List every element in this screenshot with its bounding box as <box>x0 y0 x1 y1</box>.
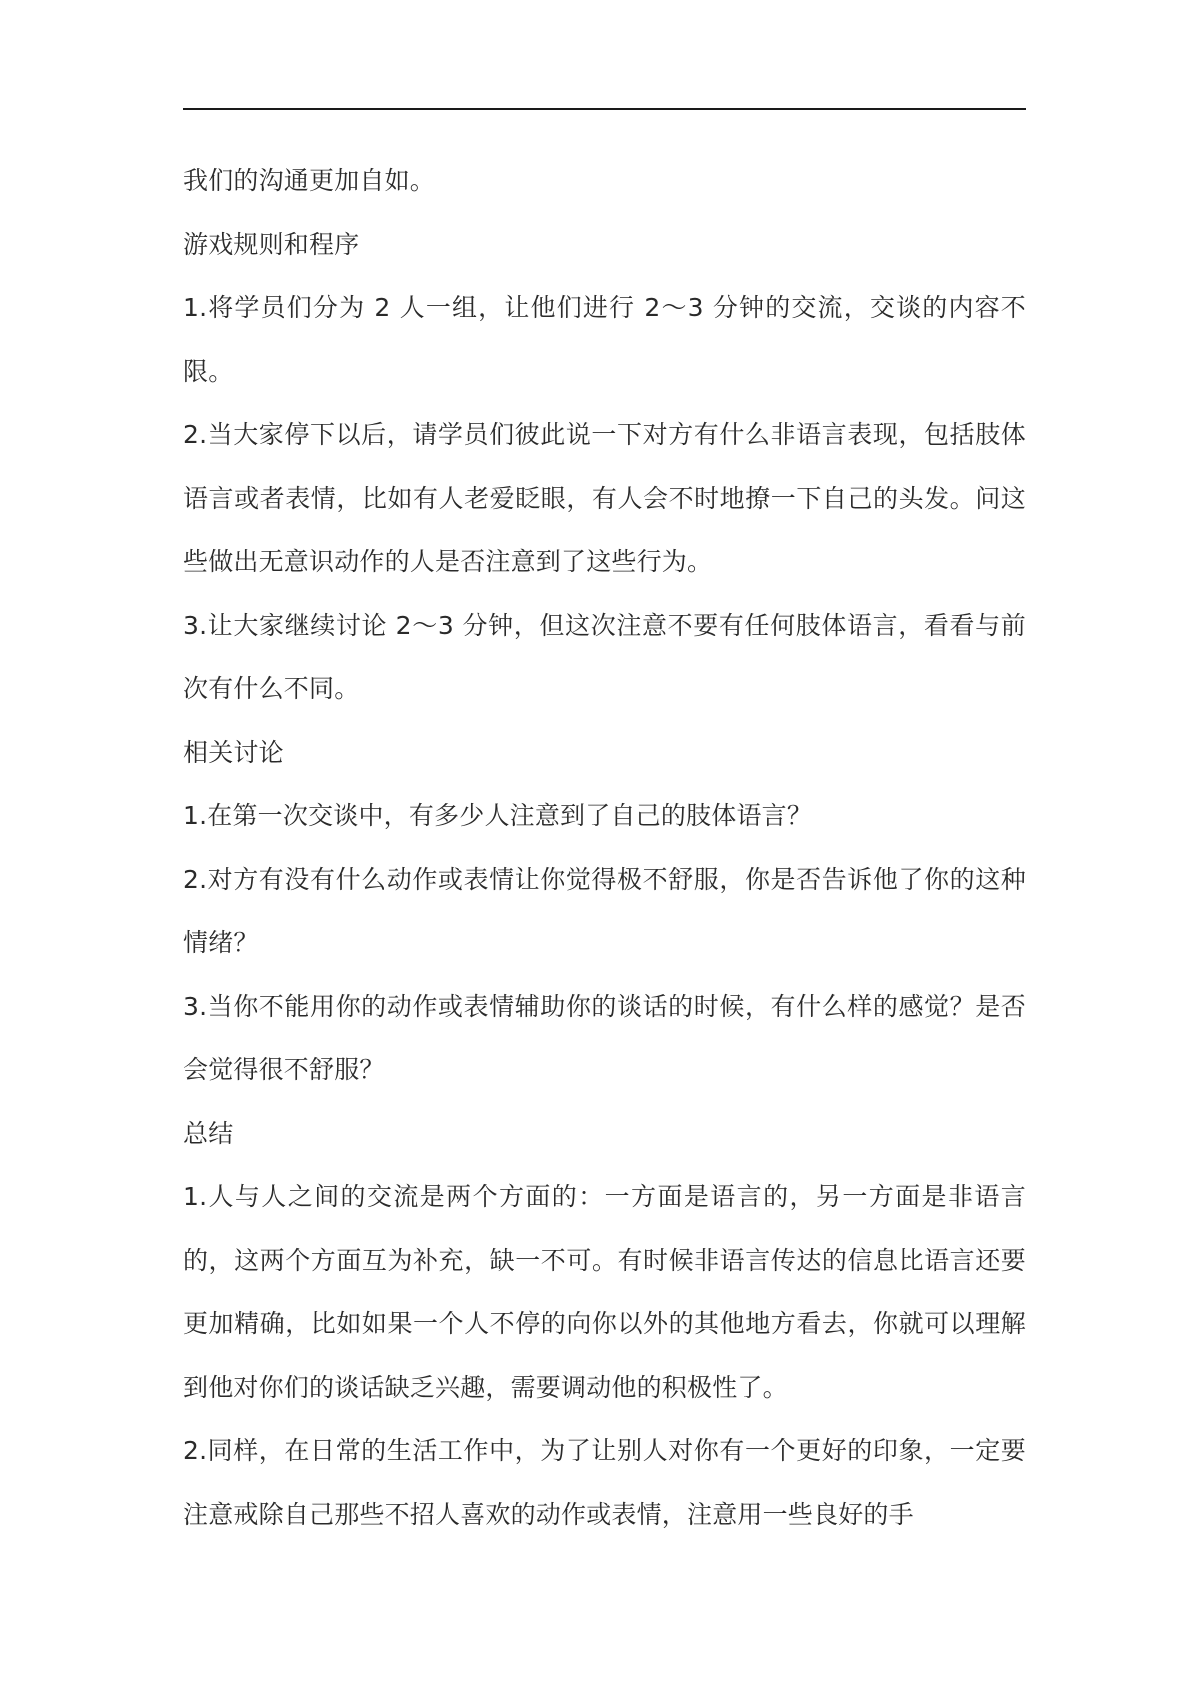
section-heading-discussion: 相关讨论 <box>183 737 284 767</box>
document-body <box>183 149 1026 1546</box>
rule-item-1: 1.将学员们分为 2 人一组，让他们进行 2～3 分钟的交流，交谈的内容不限。 <box>183 293 1026 386</box>
discussion-item-2: 2.对方有没有什么动作或表情让你觉得极不舒服，你是否告诉他了你的这种情绪？ <box>183 864 1026 957</box>
paragraph-continuation: 我们的沟通更加自如。 <box>183 166 436 195</box>
header-rule <box>183 108 1026 110</box>
discussion-item-3: 3.当你不能用你的动作或表情辅助你的谈话的时候，有什么样的感觉？是否会觉得很不舒服？ <box>183 991 1026 1084</box>
rule-item-2: 2.当大家停下以后，请学员们彼此说一下对方有什么非语言表现，包括肢体语言或者表情，比如有人老爱眨眼，有人会不时地撩一下自己的头发。问这些做出无意识动作的人是否注意到了这些行为。 <box>183 420 1026 576</box>
section-heading-summary: 总结 <box>183 1118 234 1148</box>
rule-item-3: 3.让大家继续讨论 2～3 分钟，但这次注意不要有任何肢体语言，看看与前次有什么不同。 <box>183 610 1026 703</box>
discussion-item-1: 1.在第一次交谈中，有多少人注意到了自己的肢体语言？ <box>183 801 813 830</box>
section-heading-rules: 游戏规则和程序 <box>183 229 360 259</box>
summary-item-2: 2.同样，在日常的生活工作中，为了让别人对你有一个更好的印象，一定要注意戒除自己那些不招人喜欢的动作或表情，注意用一些良好的手 <box>183 1436 1026 1529</box>
summary-item-1: 1.人与人之间的交流是两个方面的：一方面是语言的，另一方面是非语言的，这两个方面互为补充，缺一不可。有时候非语言传达的信息比语言还要更加精确，比如如果一个人不停的向你以外的其他地方看去，你就可以理解到他对你们的谈话缺乏兴趣，需要调动他的积极性了。 <box>183 1182 1026 1402</box>
